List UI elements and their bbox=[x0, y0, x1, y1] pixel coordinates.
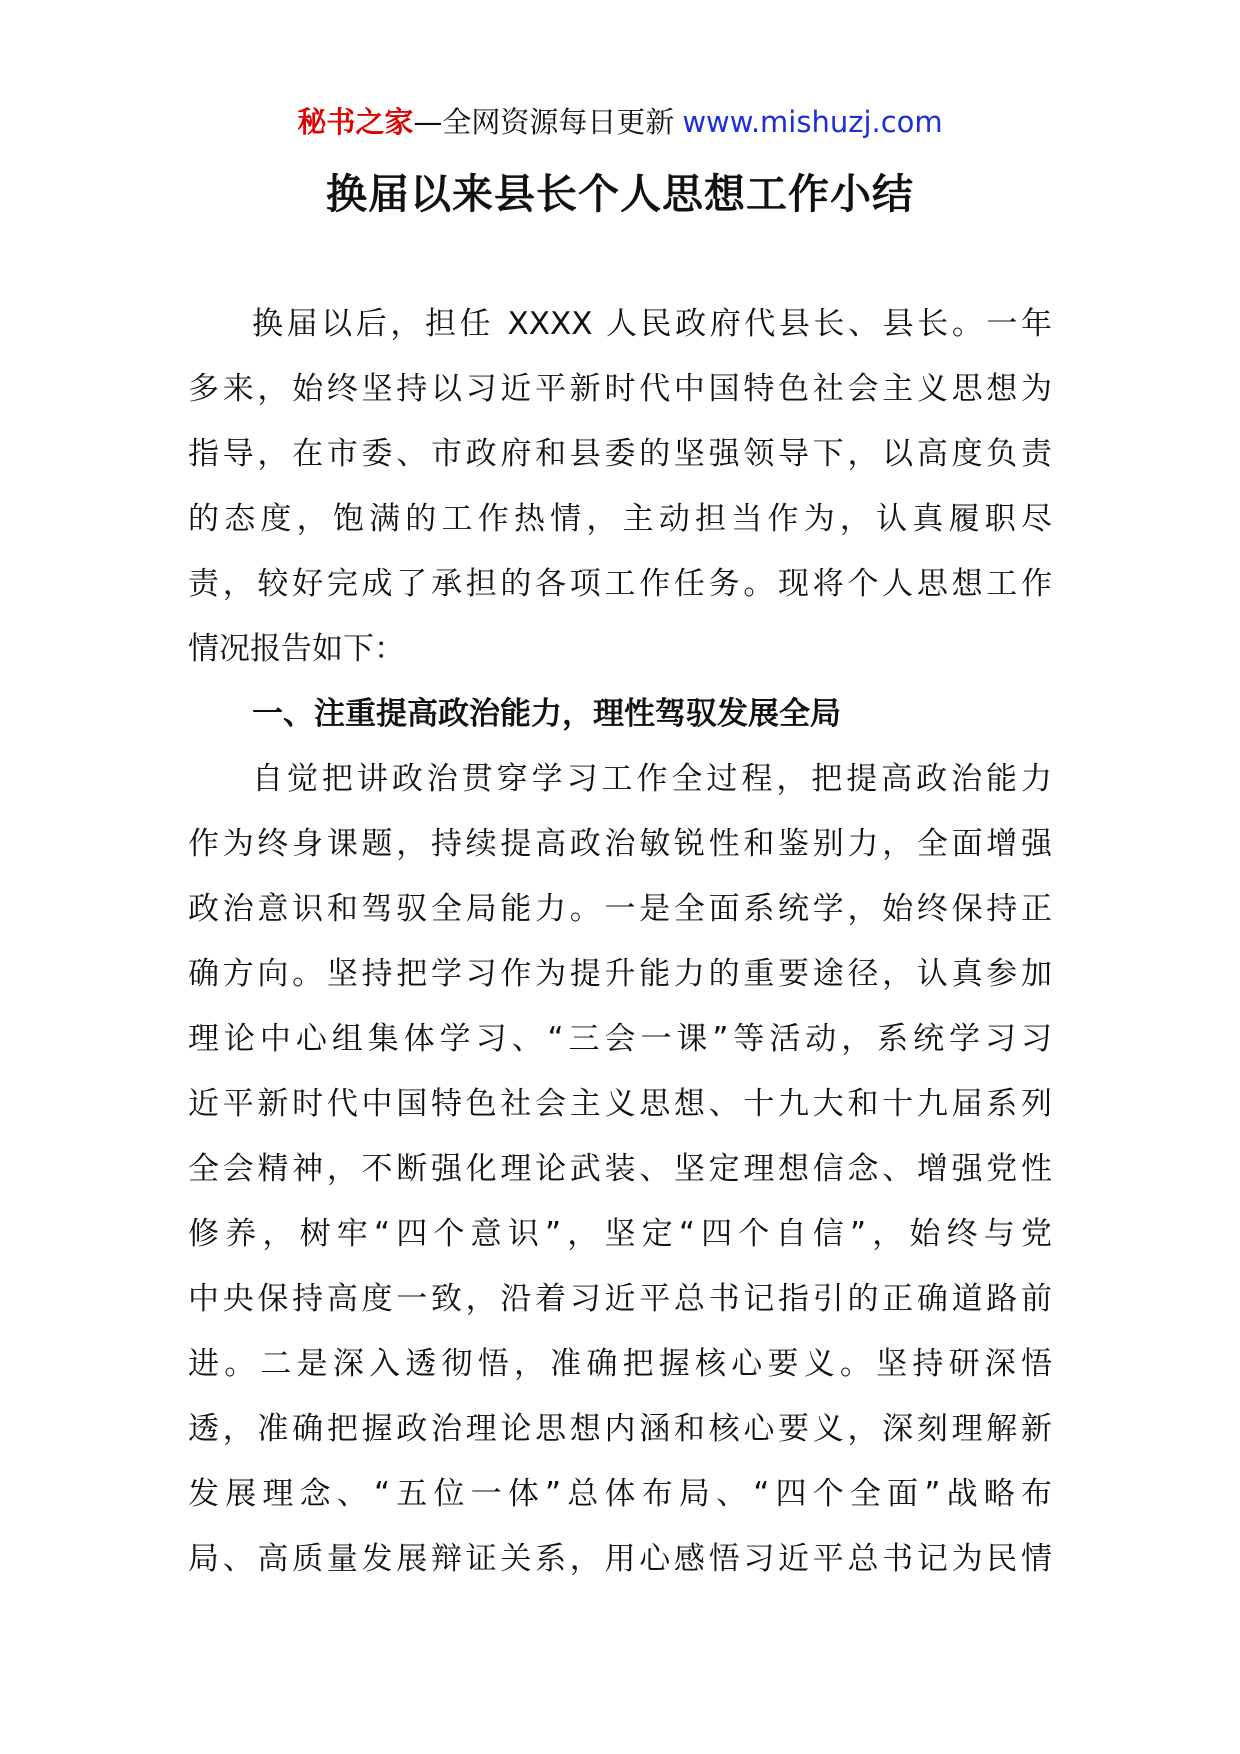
body-line: 的态度，饱满的工作热情，主动担当作为，认真履职尽 bbox=[188, 501, 1052, 537]
body-line: 自觉把讲政治贯穿学习工作全过程，把提高政治能力 bbox=[252, 761, 1052, 797]
body-line: 全会精神，不断强化理论武装、坚定理想信念、增强党性 bbox=[188, 1151, 1052, 1187]
body-line: 多来，始终坚持以习近平新时代中国特色社会主义思想为 bbox=[188, 371, 1052, 407]
body-line: 修养，树牢“四个意识”，坚定“四个自信”，始终与党 bbox=[188, 1216, 1052, 1252]
body-line: 情况报告如下： bbox=[188, 631, 405, 667]
site-url-link[interactable]: www.mishuzj.com bbox=[682, 105, 943, 139]
section-heading: 一、注重提高政治能力，理性驾驭发展全局 bbox=[252, 696, 841, 732]
document-title: 换届以来县长个人思想工作小结 bbox=[326, 170, 914, 218]
body-line: 政治意识和驾驭全局能力。一是全面系统学，始终保持正 bbox=[188, 891, 1052, 927]
body-line: 责，较好完成了承担的各项工作任务。现将个人思想工作 bbox=[188, 566, 1052, 602]
body-line: 确方向。坚持把学习作为提升能力的重要途径，认真参加 bbox=[188, 956, 1052, 992]
header-slogan: —全网资源每日更新 bbox=[413, 105, 675, 139]
body-line: 近平新时代中国特色社会主义思想、十九大和十九届系列 bbox=[188, 1086, 1052, 1122]
body-line: 进。二是深入透彻悟，准确把握核心要义。坚持研深悟 bbox=[188, 1346, 1052, 1382]
site-header bbox=[0, 102, 1240, 142]
body-line: 换届以后，担任 XXXX 人民政府代县长、县长。一年 bbox=[252, 306, 1052, 342]
document-body bbox=[188, 292, 1052, 1592]
body-line: 中央保持高度一致，沿着习近平总书记指引的正确道路前 bbox=[188, 1281, 1052, 1317]
body-line: 理论中心组集体学习、“三会一课”等活动，系统学习习 bbox=[188, 1021, 1052, 1057]
body-line: 指导，在市委、市政府和县委的坚强领导下，以高度负责 bbox=[188, 436, 1052, 472]
body-line: 发展理念、“五位一体”总体布局、“四个全面”战略布 bbox=[188, 1476, 1052, 1512]
body-line: 作为终身课题，持续提高政治敏锐性和鉴别力，全面增强 bbox=[188, 826, 1052, 862]
body-line: 透，准确把握政治理论思想内涵和核心要义，深刻理解新 bbox=[188, 1411, 1052, 1447]
brand-name: 秘书之家 bbox=[297, 105, 414, 139]
body-line: 局、高质量发展辩证关系，用心感悟习近平总书记为民情 bbox=[188, 1541, 1052, 1577]
